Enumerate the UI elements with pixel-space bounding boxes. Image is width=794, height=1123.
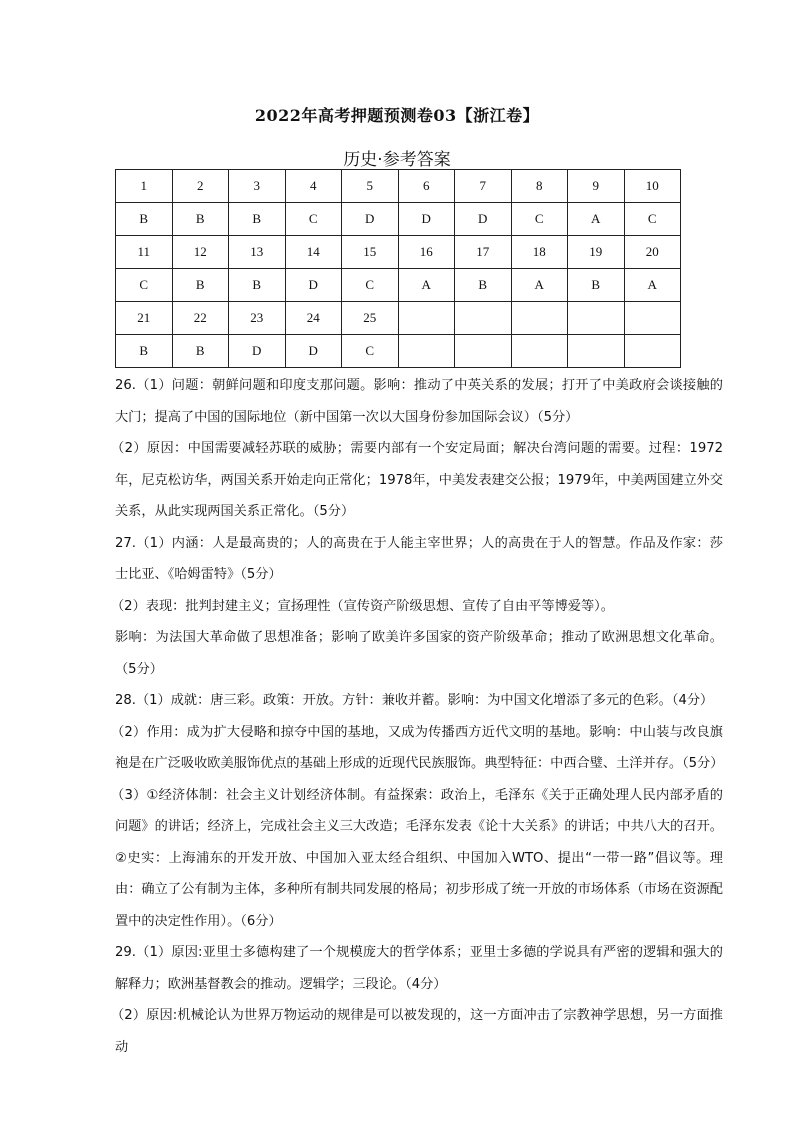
table-cell: D — [455, 203, 512, 236]
table-cell: B — [229, 269, 286, 302]
table-cell: 12 — [172, 236, 229, 269]
answer-29-2: （2）原因:机械论认为世界万物运动的规律是可以被发现的，这一方面冲击了宗教神学思想，另一方面推动 — [111, 1008, 723, 1055]
table-cell: 10 — [624, 170, 681, 203]
table-cell — [511, 302, 568, 335]
table-cell: 11 — [116, 236, 173, 269]
table-cell: 22 — [172, 302, 229, 335]
table-cell — [568, 335, 625, 368]
table-cell: D — [229, 335, 286, 368]
table-cell: 25 — [342, 302, 399, 335]
table-cell: B — [172, 335, 229, 368]
answer-table — [115, 169, 681, 368]
table-cell: C — [285, 203, 342, 236]
table-cell: 20 — [624, 236, 681, 269]
page-subtitle: 历史·参考答案 — [343, 150, 451, 170]
table-cell: B — [455, 269, 512, 302]
answer-27-2-impact: 影响：为法国大革命做了思想准备；影响了欧美许多国家的资产阶级革命；推动了欧洲思想文化革命。（5分） — [115, 630, 723, 677]
table-cell: D — [398, 203, 455, 236]
table-cell — [624, 335, 681, 368]
table-cell: B — [229, 203, 286, 236]
table-cell: A — [624, 269, 681, 302]
table-cell: B — [116, 335, 173, 368]
table-row — [116, 269, 681, 302]
table-cell: B — [116, 203, 173, 236]
table-cell: B — [568, 269, 625, 302]
table-row — [116, 236, 681, 269]
answer-28-3: （3）①经济体制：社会主义计划经济体制。有益探索：政治上，毛泽东《关于正确处理人民内部矛盾的问题》的讲话；经济上，完成社会主义三大改造；毛泽东发表《论十大关系》的讲话；中共八大的召开。②史实：上海浦东的开发开放、中国加入亚太经合组织、中国加入WTO、提出“一带一路”倡议等。理由：确立了公有制为主体，多种所有制共同发展的格局；初步形成了统一开放的市场体系（市场在资源配置中的决定性作用）。（6分） — [111, 787, 723, 929]
table-cell: C — [511, 203, 568, 236]
table-cell: A — [398, 269, 455, 302]
table-cell: 18 — [511, 236, 568, 269]
table-cell: 9 — [568, 170, 625, 203]
table-cell — [455, 302, 512, 335]
table-cell: 24 — [285, 302, 342, 335]
table-cell — [568, 302, 625, 335]
table-cell: D — [285, 335, 342, 368]
answer-26-2: （2）原因：中国需要减轻苏联的威胁；需要内部有一个安定局面；解决台湾问题的需要。过程：1972年，尼克松访华，两国关系开始走向正常化；1978年，中美发表建交公报；1979年，中美两国建立外交关系，从此实现两国关系正常化。（5分） — [111, 441, 723, 519]
table-cell: C — [624, 203, 681, 236]
table-cell — [624, 302, 681, 335]
table-cell: 17 — [455, 236, 512, 269]
table-cell: D — [285, 269, 342, 302]
table-cell: C — [116, 269, 173, 302]
table-cell: 16 — [398, 236, 455, 269]
answer-27-1: 27.（1）内涵：人是最高贵的；人的高贵在于人能主宰世界；人的高贵在于人的智慧。作品及作家：莎士比亚、《哈姆雷特》（5分） — [115, 535, 723, 582]
table-cell: B — [172, 269, 229, 302]
table-cell — [511, 335, 568, 368]
table-cell: A — [568, 203, 625, 236]
table-cell: 13 — [229, 236, 286, 269]
answer-26-1: 26.（1）问题：朝鲜问题和印度支那问题。影响：推动了中英关系的发展；打开了中美政府会谈接触的大门；提高了中国的国际地位（新中国第一次以大国身份参加国际会议）（5分） — [115, 378, 723, 425]
table-cell: 14 — [285, 236, 342, 269]
table-row — [116, 335, 681, 368]
answer-28-2: （2）作用：成为扩大侵略和掠夺中国的基地，又成为传播西方近代文明的基地。影响：中山装与改良旗袍是在广泛吸收欧美服饰优点的基础上形成的近现代民族服饰。典型特征：中西合璧、土洋并存。（5分） — [111, 724, 724, 771]
table-cell: 3 — [229, 170, 286, 203]
table-cell: 2 — [172, 170, 229, 203]
table-cell — [455, 335, 512, 368]
answer-29-1: 29.（1）原因:亚里士多德构建了一个规模庞大的哲学体系；亚里士多德的学说具有严密的逻辑和强大的解释力；欧洲基督教会的推动。逻辑学；三段论。（4分） — [115, 945, 723, 992]
table-cell: C — [342, 269, 399, 302]
table-cell: A — [511, 269, 568, 302]
table-cell: 5 — [342, 170, 399, 203]
table-cell: C — [342, 335, 399, 368]
table-cell: 15 — [342, 236, 399, 269]
answer-content — [111, 370, 724, 1063]
table-cell: 7 — [455, 170, 512, 203]
table-cell: D — [342, 203, 399, 236]
table-cell — [398, 302, 455, 335]
page-title: 2022年高考押题预测卷03【浙江卷】 — [254, 106, 540, 125]
table-cell: 4 — [285, 170, 342, 203]
answer-28-1: 28.（1）成就：唐三彩。政策：开放。方针：兼收并蓄。影响：为中国文化增添了多元的色彩。（4分） — [115, 693, 714, 708]
table-cell: B — [172, 203, 229, 236]
table-row — [116, 203, 681, 236]
table-cell — [398, 335, 455, 368]
table-cell: 8 — [511, 170, 568, 203]
table-cell: 21 — [116, 302, 173, 335]
table-cell: 19 — [568, 236, 625, 269]
answer-27-2: （2）表现：批判封建主义；宣扬理性（宣传资产阶级思想、宣传了自由平等博爱等）。 — [111, 598, 614, 614]
table-cell: 23 — [229, 302, 286, 335]
table-row — [116, 302, 681, 335]
table-cell: 1 — [116, 170, 173, 203]
table-row — [116, 170, 681, 203]
table-cell: 6 — [398, 170, 455, 203]
